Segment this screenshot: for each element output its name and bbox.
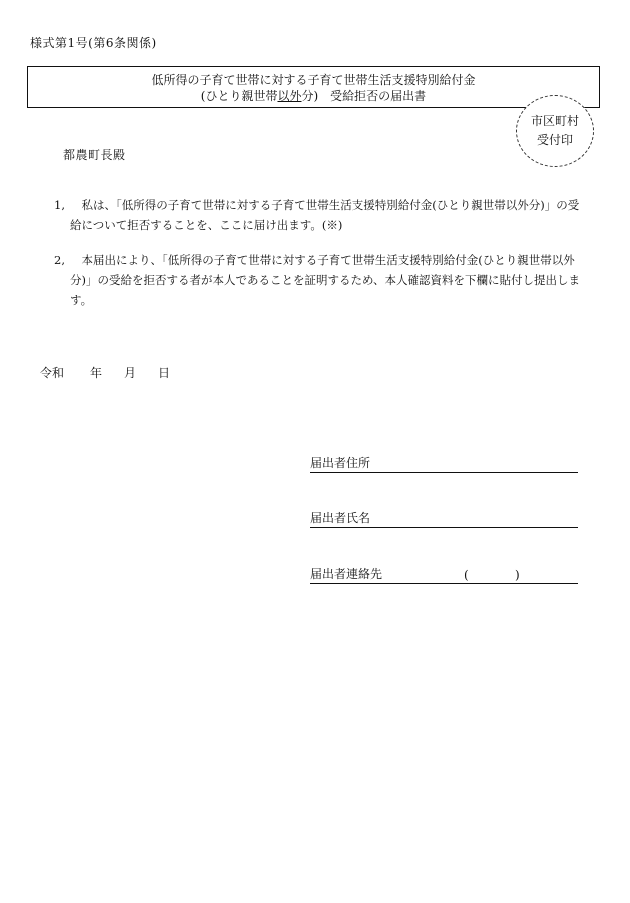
contact-open-paren: ( bbox=[464, 568, 469, 582]
contact-close-paren: ) bbox=[515, 568, 520, 582]
declaration-item-1 bbox=[54, 195, 584, 240]
address-field[interactable] bbox=[310, 456, 578, 473]
item-1-text: 私は、「低所得の子育て世帯に対する子育て世帯生活支援特別給付金(ひとり親世帯以外分)」の受給について拒否することを、ここに届け出ます。(※) bbox=[70, 198, 580, 232]
declaration-item-2 bbox=[54, 250, 584, 315]
title-underlined-word: 以外 bbox=[277, 89, 302, 103]
stamp-line-2: 受付印 bbox=[536, 133, 573, 147]
contact-field[interactable] bbox=[310, 567, 578, 584]
title-line-2-prefix: (ひとり親世帯 bbox=[200, 89, 278, 103]
stamp-line-1: 市区町村 bbox=[530, 114, 579, 128]
title-line-2 bbox=[28, 88, 599, 104]
date-month: 月 bbox=[124, 366, 137, 380]
title-line-1: 低所得の子育て世帯に対する子育て世帯生活支援特別給付金 bbox=[151, 73, 476, 87]
addressee: 都農町長殿 bbox=[63, 148, 126, 162]
form-number: 様式第1号(第6条関係) bbox=[30, 36, 157, 50]
reception-stamp-area bbox=[516, 95, 594, 167]
item-1-number: 1, bbox=[54, 198, 65, 212]
date-era: 令和 bbox=[40, 366, 65, 380]
item-2-number: 2, bbox=[54, 253, 65, 267]
date-line bbox=[40, 364, 170, 381]
name-field[interactable] bbox=[310, 511, 578, 528]
contact-label: 届出者連絡先 bbox=[310, 567, 383, 581]
date-year: 年 bbox=[90, 366, 103, 380]
address-label: 届出者住所 bbox=[310, 456, 371, 470]
name-label: 届出者氏名 bbox=[310, 511, 371, 525]
title-line-2-suffix: 分) 受給拒否の届出書 bbox=[301, 89, 427, 103]
document-title-box bbox=[27, 66, 600, 108]
item-2-text: 本届出により、「低所得の子育て世帯に対する子育て世帯生活支援特別給付金(ひとり親世帯以外分)」の受給を拒否する者が本人であることを証明するため、本人確認資料を下欄に貼付し提出します。 bbox=[70, 253, 581, 307]
date-day: 日 bbox=[158, 366, 171, 380]
